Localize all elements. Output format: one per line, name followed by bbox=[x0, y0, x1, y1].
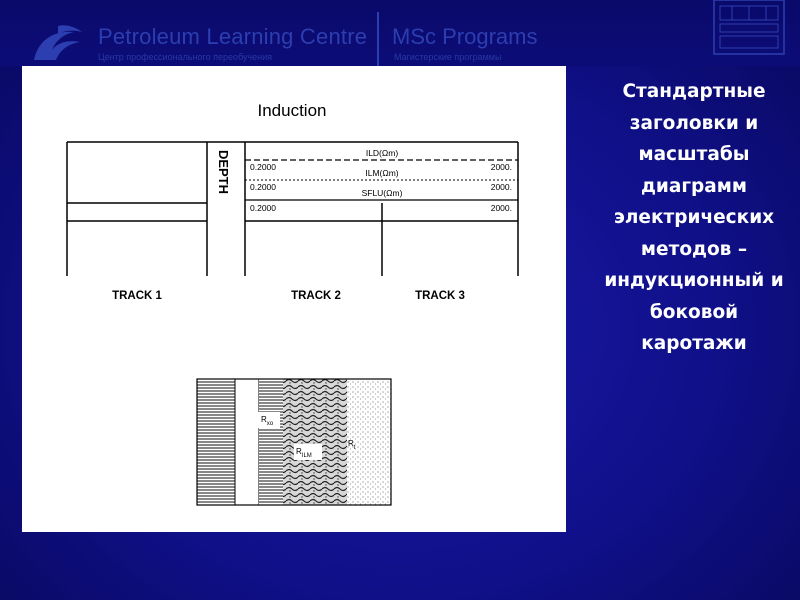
university-crest-icon bbox=[712, 0, 786, 56]
curve-max-ilm: 2000. bbox=[490, 182, 512, 192]
track-2-label: TRACK 2 bbox=[291, 290, 341, 302]
header-banner bbox=[0, 0, 800, 66]
rt-label: $R_t$ bbox=[348, 439, 356, 451]
log-header-grid bbox=[67, 142, 518, 276]
curve-name-sflu: SFLU(Ωm) bbox=[361, 188, 403, 198]
logo-icon bbox=[28, 20, 90, 66]
curve-name-ild: ILD(Ωm) bbox=[365, 148, 399, 158]
track-3-label: TRACK 3 bbox=[415, 290, 465, 302]
program-name: MSc Programs bbox=[392, 24, 538, 49]
track-1-label: TRACK 1 bbox=[112, 290, 162, 302]
borehole-wall-zone bbox=[197, 379, 235, 505]
borehole-gap bbox=[235, 379, 259, 505]
centre-name: Petroleum Learning Centre bbox=[98, 24, 368, 49]
curve-max-sflu: 2000. bbox=[490, 203, 512, 213]
curve-name-ilm: ILM(Ωm) bbox=[365, 168, 399, 178]
slide-caption: Стандартные заголовки и масштабы диаграмм электрических методов – индукционный и боковой каротажи bbox=[604, 81, 784, 354]
curve-min-ild: 0.2000 bbox=[250, 162, 276, 172]
transition-zone bbox=[283, 379, 347, 505]
flushed-zone bbox=[259, 379, 283, 505]
curve-max-ild: 2000. bbox=[490, 162, 512, 172]
curve-min-ilm: 0.2000 bbox=[250, 182, 276, 192]
rilm-label: $R_{ILM}$ bbox=[296, 447, 312, 459]
centre-subtitle: Центр профессионального переобучения bbox=[98, 52, 272, 62]
depth-label: DEPTH bbox=[216, 150, 231, 195]
header-divider bbox=[377, 12, 379, 66]
rxo-label: $R_{xo}$ bbox=[261, 415, 274, 427]
curve-min-sflu: 0.2000 bbox=[250, 203, 276, 213]
induction-log-diagram bbox=[22, 66, 566, 532]
diagram-panel bbox=[22, 66, 566, 532]
program-subtitle: Магистерские программы bbox=[394, 52, 502, 62]
diagram-title: Induction bbox=[257, 101, 327, 120]
invasion-zone-schematic bbox=[197, 379, 391, 505]
